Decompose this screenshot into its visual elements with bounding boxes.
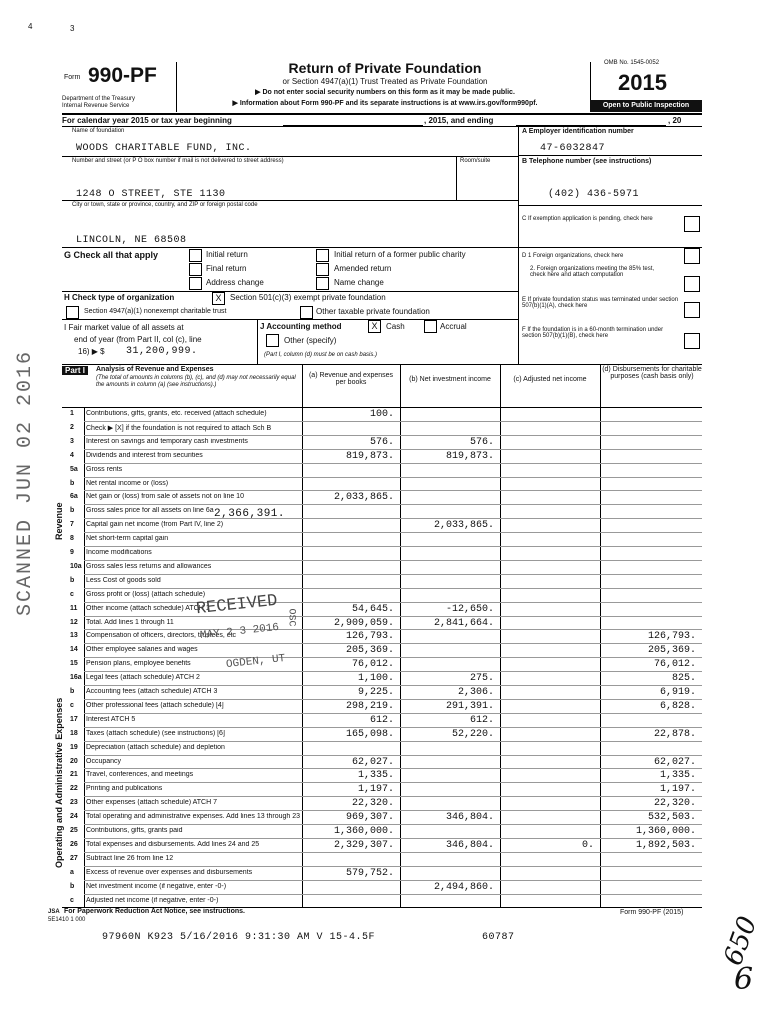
line-number: c [70, 896, 74, 904]
calendar-line: For calendar year 2015 or tax year beginning [62, 116, 232, 125]
amended-return-checkbox[interactable] [316, 263, 329, 276]
line-label: Gross rents [86, 465, 123, 473]
initial-former-checkbox[interactable] [316, 249, 329, 262]
line-label: Printing and publications [86, 785, 163, 793]
cell-col-a[interactable]: 76,012. [351, 659, 394, 671]
cell-col-a[interactable]: 1,335. [357, 770, 394, 782]
i-fmv-value[interactable]: 31,200,999. [126, 346, 198, 357]
d1-checkbox[interactable] [684, 248, 700, 264]
ein-value[interactable]: 47-6032847 [540, 143, 606, 154]
dept-line2: Internal Revenue Service [62, 103, 130, 109]
cell-col-b[interactable]: 52,220. [451, 728, 494, 740]
paperwork-notice: For Paperwork Reduction Act Notice, see instructions. [64, 908, 245, 915]
line-number: b [70, 507, 75, 515]
form-code: 5E1410 1 000 [48, 917, 86, 923]
cell-col-c[interactable]: 0. [581, 839, 594, 851]
batch-number: 60787 [482, 932, 515, 943]
cell-col-b[interactable]: 346,804. [445, 812, 494, 824]
form-title: Return of Private Foundation [288, 60, 482, 76]
date-stamp: MAY 2 3 2016 [199, 621, 280, 643]
jsa-mark: JSA [48, 909, 60, 915]
cell-col-a[interactable]: 1,360,000. [333, 826, 394, 837]
line-label: Contributions, gifts, grants, etc. received (attach schedule) [86, 410, 267, 417]
line-label: Net rental income or (loss) [86, 479, 169, 487]
address-change-checkbox[interactable] [189, 277, 202, 290]
line-label: Gross sales less returns and allowances [86, 562, 212, 570]
j-accrual-label: Accrual [440, 322, 467, 331]
line-number: 12 [70, 618, 78, 626]
cell-col-a[interactable]: 1,100. [357, 673, 394, 685]
cell-col-d[interactable]: 1,197. [659, 784, 696, 796]
line-number: a [70, 868, 74, 876]
form-number: 990-PF [88, 64, 157, 87]
line-number: 10a [70, 562, 82, 570]
cell-col-a[interactable]: 2,329,307. [333, 839, 394, 851]
i-label-1: I Fair market value of all assets at [64, 323, 184, 332]
line-number: 23 [70, 799, 78, 807]
line-number: 24 [70, 813, 78, 821]
line-number: b [70, 576, 75, 584]
city-address[interactable]: LINCOLN, NE 68508 [76, 235, 187, 246]
cell-col-a[interactable]: 969,307. [345, 812, 394, 824]
h-4947-checkbox[interactable] [66, 306, 79, 319]
initial-return-label: Initial return [206, 250, 248, 259]
cell-col-a[interactable]: 579,752. [345, 867, 394, 879]
cell-col-a[interactable]: 576. [369, 436, 394, 448]
c-checkbox[interactable] [684, 216, 700, 232]
line-number: 19 [70, 743, 78, 751]
cell-col-a[interactable]: 9,225. [357, 687, 394, 698]
amended-return-label: Amended return [334, 264, 392, 273]
cell-col-d[interactable]: 1,335. [659, 770, 696, 782]
line-number: 15 [70, 660, 78, 668]
cell-col-a[interactable]: 165,098. [345, 728, 394, 740]
cell-col-d[interactable]: 62,027. [653, 756, 696, 768]
cell-col-b[interactable]: 346,804. [445, 839, 494, 851]
line-label: Taxes (attach schedule) (see instructions) [6] [86, 729, 225, 737]
line-label: Capital gain net income (from Part IV, line 2) [86, 521, 224, 529]
j-other-checkbox[interactable] [266, 334, 279, 347]
part1-badge: Part I [62, 366, 88, 375]
line-label: Gross sales price for all assets on line 6a [86, 507, 214, 515]
and-ending: , 2015, and ending [424, 116, 494, 125]
phone-value[interactable]: (402) 436-5971 [548, 189, 640, 200]
side-label-revenue: Revenue [54, 502, 64, 540]
f-label: F If the foundation is in a 60-month termination under section 507(b)(1)(B), check here [522, 327, 664, 339]
e-label: E If private foundation status was terminated under section 507(b)(1)(A), check here [522, 297, 679, 309]
part1-title: Analysis of Revenue and Expenses [96, 366, 214, 373]
line-number: 5a [70, 465, 78, 473]
cell-col-a[interactable]: 100. [369, 409, 394, 420]
cell-col-a[interactable]: 2,909,059. [333, 617, 394, 629]
d2-checkbox[interactable] [684, 276, 700, 292]
col-a-header: (a) Revenue and expenses per books [308, 372, 394, 386]
name-label: Name of foundation [72, 128, 125, 134]
cell-col-b[interactable]: -12,650. [445, 603, 494, 615]
cell-col-b[interactable]: 2,841,664. [433, 617, 494, 629]
line-number: 4 [70, 451, 74, 459]
street-address[interactable]: 1248 O STREET, STE 1130 [76, 189, 226, 200]
cell-col-d[interactable]: 22,320. [653, 798, 696, 810]
handwriting-6: 6 [734, 962, 754, 997]
line-label: Excess of revenue over expenses and disbursements [86, 868, 253, 876]
line-label: Dividends and interest from securities [86, 451, 203, 459]
line-label: Pension plans, employee benefits [86, 660, 191, 668]
line-number: b [70, 882, 75, 890]
line-label: Subtract line 26 from line 12 [86, 854, 174, 862]
line-number: 1 [70, 410, 74, 417]
line-label: Income modifications [86, 549, 152, 556]
dept-line1: Department of the Treasury [62, 96, 136, 102]
ein-label: A Employer identification number [522, 128, 634, 135]
year-end: , 20 [668, 116, 682, 125]
cell-col-d[interactable]: 825. [671, 673, 696, 685]
scanned-stamp: SCANNED JUN 02 2016 [14, 349, 37, 616]
line-number: 11 [70, 604, 78, 612]
d2-label: 2. Foreign organizations meeting the 85% test, check here and attach computation [530, 266, 655, 278]
cell-col-d[interactable]: 532,503. [647, 812, 696, 824]
h-501c3-checkbox[interactable]: X [212, 292, 225, 305]
col-b-header: (b) Net investment income [409, 376, 491, 383]
line-number: b [70, 479, 75, 487]
cell-col-d[interactable]: 76,012. [653, 659, 696, 671]
cell-col-a[interactable]: 1,197. [357, 784, 394, 796]
form-ref: Form 990-PF (2015) [620, 909, 684, 916]
line-label: Total operating and administrative expenses. Add lines 13 through 23 [86, 813, 300, 821]
cell-col-b[interactable]: 819,873. [445, 450, 494, 462]
line-label: Net investment income (if negative, enter -0-) [86, 882, 227, 890]
foundation-name[interactable]: WOODS CHARITABLE FUND, INC. [76, 143, 252, 154]
line-label: Net gain or (loss) from sale of assets not on line 10 [86, 493, 244, 501]
col-d-header: (d) Disbursements for charitable purposes (cash basis only) [602, 366, 702, 380]
line-number: 17 [70, 715, 78, 723]
line-number: 27 [70, 854, 78, 862]
line-label: Interest on savings and temporary cash investments [86, 437, 248, 445]
line-label: Compensation of officers, directors, trustees, etc [86, 632, 237, 640]
line-number: 3 [70, 437, 74, 445]
line-number: 2 [70, 423, 74, 431]
line-label: Check ▶ [X] if the foundation is not required to attach Sch B [86, 424, 272, 432]
line-label: Adjusted net income (if negative, enter -0-) [86, 896, 219, 904]
cell-col-b[interactable]: 612. [469, 714, 494, 726]
phone-label: B Telephone number (see instructions) [522, 158, 652, 165]
final-return-label: Final return [206, 264, 247, 273]
line-number: c [70, 590, 74, 598]
name-change-label: Name change [334, 278, 384, 287]
cell-col-b[interactable]: 275. [469, 673, 494, 685]
cell-col-a[interactable]: 54,645. [351, 603, 394, 615]
cell-col-b[interactable]: 2,306. [457, 687, 494, 698]
cell-col-d[interactable]: 205,369. [647, 645, 696, 657]
f-checkbox[interactable] [684, 333, 700, 349]
c-label: C If exemption application is pending, check here [522, 216, 653, 222]
part1-title-note: (The total of amounts in columns (b), (c), and (d) may not necessarily equal the amounts in column (a) (see instructions).) [96, 375, 296, 388]
form-prefix: Form [64, 74, 81, 81]
line-number: 20 [70, 757, 78, 765]
line-label: Other income (attach schedule) ATCH 1 [86, 604, 210, 612]
line-label: Legal fees (attach schedule) ATCH 2 [86, 674, 200, 682]
j-cash-label: Cash [386, 322, 405, 331]
line-label: Gross profit or (loss) (attach schedule) [86, 590, 206, 598]
h-other-checkbox[interactable] [300, 306, 313, 319]
cell-col-d[interactable]: 126,793. [647, 631, 696, 643]
line-label: Accounting fees (attach schedule) ATCH 3 [86, 688, 218, 695]
line-number: 16a [70, 674, 82, 682]
j-other-label: Other (specify) [284, 336, 337, 345]
h-4947-label: Section 4947(a)(1) nonexempt charitable trust [84, 308, 227, 315]
line-number: c [70, 701, 74, 709]
notice-info: ▶ Information about Form 990-PF and its separate instructions is at www.irs.gov/form990pf. [232, 100, 538, 107]
line-label: Net short-term capital gain [86, 535, 169, 543]
open-inspection-badge: Open to Public Inspection [590, 100, 702, 112]
line-number: 21 [70, 771, 78, 779]
j-label: J Accounting method [260, 322, 342, 331]
ogden-stamp: OGDEN, UT [225, 652, 286, 672]
line-number: b [70, 688, 75, 695]
line-number: 7 [70, 521, 74, 529]
line-label: Contributions, gifts, grants paid [86, 827, 183, 834]
street-label: Number and street (or P O box number if mail is not delivered to street address) [72, 158, 284, 164]
cell-col-a[interactable]: 298,219. [345, 700, 394, 712]
line-number: 14 [70, 646, 78, 654]
omb-number: OMB No. 1545-0052 [604, 60, 660, 66]
col-c-header: (c) Adjusted net income [513, 376, 587, 383]
line-number: 9 [70, 549, 74, 556]
notice-ssn: ▶ Do not enter social security numbers on this form as it may be made public. [255, 89, 515, 96]
received-stamp: RECEIVED [195, 591, 279, 620]
h-label: H Check type of organization [64, 293, 175, 302]
line-number: 6a [70, 493, 78, 501]
line-number: 8 [70, 535, 74, 543]
cell-col-d[interactable]: 22,878. [653, 728, 696, 740]
batch-line: 97960N K923 5/16/2016 9:31:30 AM V 15-4.5F [102, 932, 376, 943]
city-label: City or town, state or province, country, and ZIP or foreign postal code [72, 202, 258, 208]
osc-stamp: OSC [285, 608, 297, 627]
line-label: Other professional fees (attach schedule) [4] [86, 701, 224, 709]
j-cash-checkbox[interactable]: X [368, 320, 381, 333]
d1-label: D 1 Foreign organizations, check here [522, 253, 624, 259]
line-label: Total. Add lines 1 through 11 [86, 618, 174, 626]
line-number: 13 [70, 632, 78, 640]
cell-col-a[interactable]: 2,033,865. [333, 492, 394, 504]
initial-former-label: Initial return of a former public charity [334, 250, 466, 259]
cell-col-b[interactable]: 2,033,865. [433, 520, 494, 532]
tax-year: 2015 [618, 70, 667, 95]
cell-col-a[interactable]: 612. [369, 714, 394, 726]
final-return-checkbox[interactable] [189, 263, 202, 276]
line-label: Interest ATCH 5 [86, 715, 136, 723]
cell-col-a[interactable]: 819,873. [345, 450, 394, 462]
handwriting-650: 650 [718, 912, 764, 970]
line-label: Occupancy [86, 757, 122, 765]
i-label-2: end of year (from Part II, col (c), line [74, 335, 202, 344]
cell-col-d[interactable]: 1,892,503. [635, 839, 696, 851]
cell-col-d[interactable]: 6,919. [659, 687, 696, 698]
cell-col-a[interactable]: 126,793. [345, 631, 394, 643]
line-label: Other expenses (attach schedule) ATCH 7 [86, 799, 217, 807]
j-accrual-checkbox[interactable] [424, 320, 437, 333]
corner-mark-right: 3 [70, 24, 75, 33]
initial-return-checkbox[interactable] [189, 249, 202, 262]
line-label: Depreciation (attach schedule) and depletion [86, 743, 225, 751]
name-change-checkbox[interactable] [316, 277, 329, 290]
e-checkbox[interactable] [684, 302, 700, 318]
room-label: Room/suite [460, 158, 491, 164]
line-number: 25 [70, 827, 78, 834]
h-other-label: Other taxable private foundation [316, 307, 430, 316]
cell-col-a[interactable]: 205,369. [345, 645, 394, 657]
cell-col-a[interactable]: 62,027. [351, 756, 394, 768]
cell-col-d[interactable]: 6,828. [659, 700, 696, 712]
line-label: Less Cost of goods sold [86, 576, 161, 584]
j-note: (Part I, column (d) must be on cash basis.) [264, 352, 378, 358]
cell-col-d[interactable]: 1,360,000. [635, 826, 696, 837]
cell-col-b[interactable]: 291,391. [445, 700, 494, 712]
line-label: Travel, conferences, and meetings [86, 771, 194, 779]
side-label-expenses: Operating and Administrative Expenses [54, 697, 64, 868]
form-subtitle: or Section 4947(a)(1) Trust Treated as Private Foundation [282, 77, 488, 86]
g-label: G Check all that apply [64, 250, 159, 260]
cell-col-b[interactable]: 576. [469, 436, 494, 448]
address-change-label: Address change [206, 278, 264, 287]
line-label: Other employee salaries and wages [86, 646, 198, 654]
gross-sales-value[interactable]: 2,366,391. [214, 508, 286, 520]
cell-col-b[interactable]: 2,494,860. [433, 881, 494, 893]
cell-col-a[interactable]: 22,320. [351, 798, 394, 810]
h-501c3-label: Section 501(c)(3) exempt private foundation [230, 293, 386, 302]
line-number: 22 [70, 785, 78, 793]
line-number: 26 [70, 840, 78, 848]
line-number: 18 [70, 729, 78, 737]
corner-mark-left: 4 [28, 22, 33, 31]
i-label-3: 16) ▶ $ [78, 347, 105, 356]
line-label: Total expenses and disbursements. Add lines 24 and 25 [86, 840, 260, 848]
